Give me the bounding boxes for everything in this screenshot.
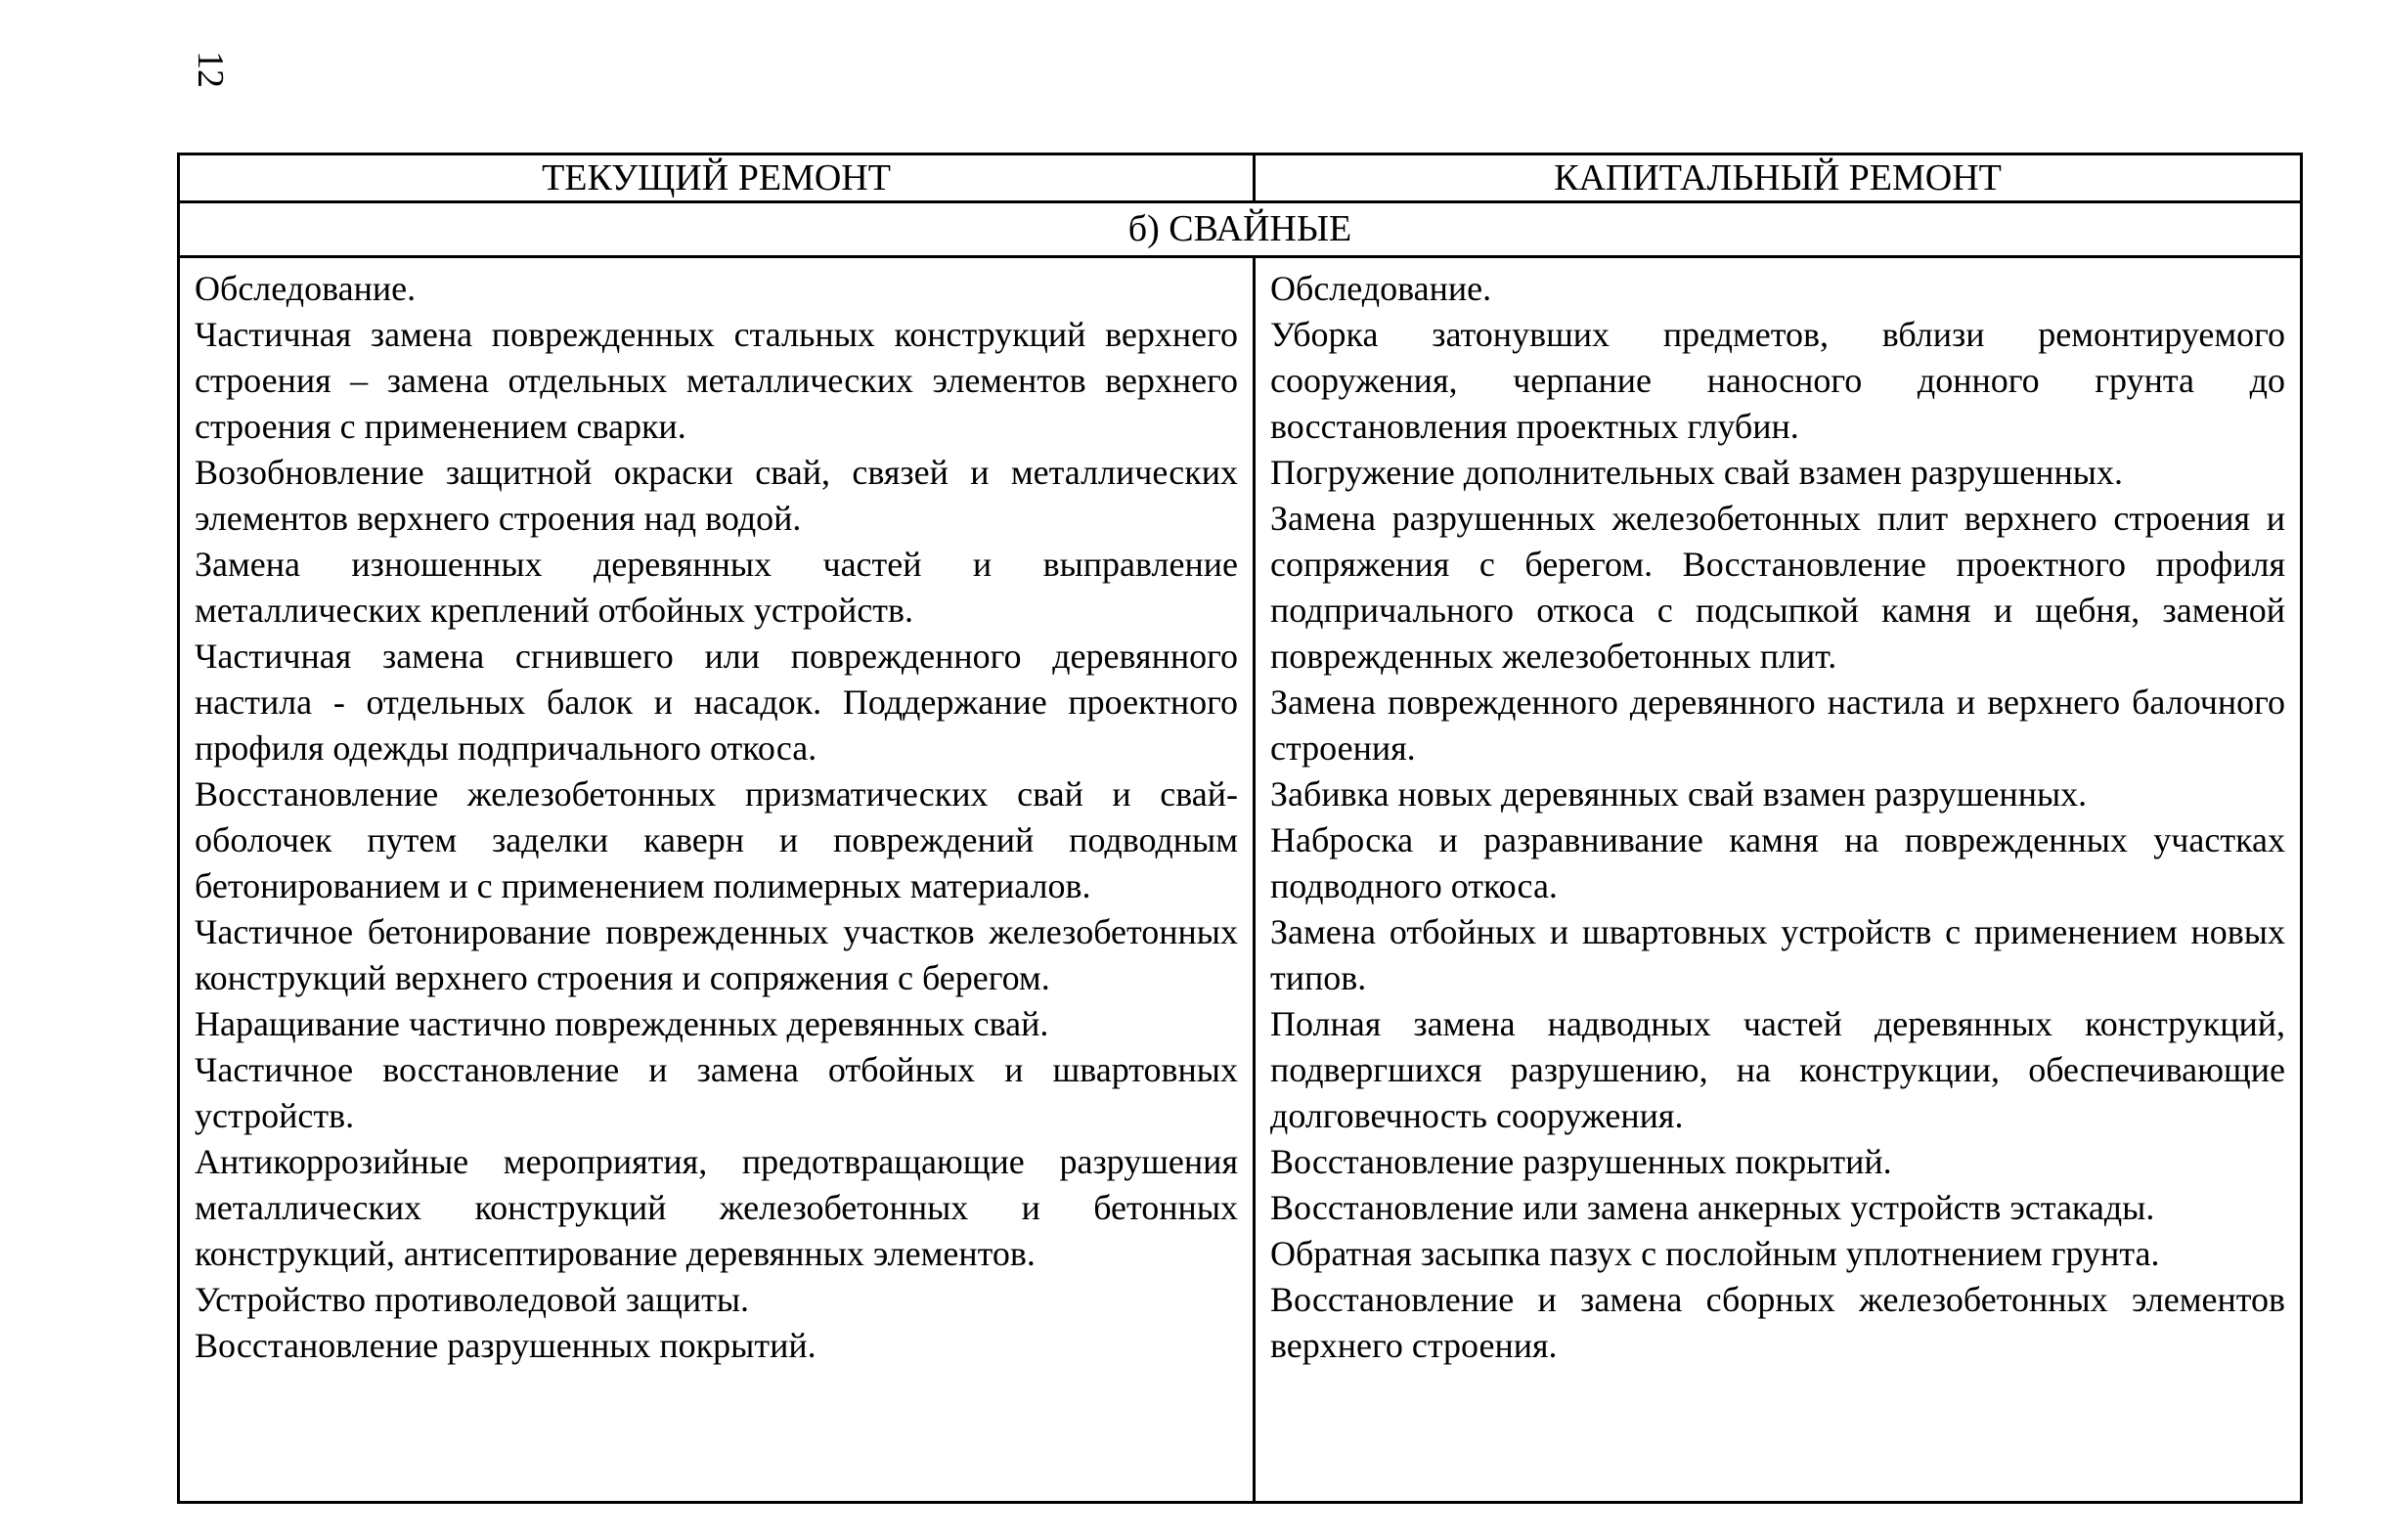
list-item: Антикоррозийные мероприятия, предотвращающие разрушения металлических конструкций железобетонных и бетонных конструкций, антисептирование деревянных элементов. xyxy=(195,1142,1238,1273)
list-item: Устройство противоледовой защиты. xyxy=(195,1280,750,1319)
list-item: Погружение дополнительных свай взамен разрушенных. xyxy=(1270,453,2123,492)
header-row xyxy=(179,154,2302,202)
current-repair-cell xyxy=(179,257,1255,1503)
list-item: Частичное восстановление и замена отбойных и швартовных устройств. xyxy=(195,1050,1238,1135)
list-item: Замена отбойных и швартовных устройств с применением новых типов. xyxy=(1270,912,2285,997)
list-item: Забивка новых деревянных свай взамен разрушенных. xyxy=(1270,774,2088,814)
list-item: Уборка затонувших предметов, вблизи ремонтируемого сооружения, черпание наносного донного грунта до восстановления проектных глубин. xyxy=(1270,315,2285,446)
list-item: Обратная засыпка пазух с послойным уплотнением грунта. xyxy=(1270,1234,2160,1273)
list-item: Замена разрушенных железобетонных плит верхнего строения и сопряжения с берегом. Восстановление проектного профиля подпричального откоса с подсыпкой камня и щебня, заменой поврежденных железобетонных плит. xyxy=(1270,499,2285,676)
repair-table xyxy=(177,153,2303,1504)
capital-repair-cell xyxy=(1255,257,2302,1503)
list-item: Наращивание частично поврежденных деревянных свай. xyxy=(195,1004,1049,1043)
page-number: 12 xyxy=(190,51,231,88)
list-item: Полная замена надводных частей деревянных конструкций, подвергшихся разрушению, на конструкции, обеспечивающие долговечность сооружения. xyxy=(1270,1004,2285,1135)
list-item: Наброска и разравнивание камня на поврежденных участках подводного откоса. xyxy=(1270,820,2285,905)
list-item: Замена поврежденного деревянного настила и верхнего балочного строения. xyxy=(1270,682,2285,768)
list-item: Частичное бетонирование поврежденных участков железобетонных конструкций верхнего строения и сопряжения с берегом. xyxy=(195,912,1238,997)
content-row xyxy=(179,257,2302,1503)
list-item: Восстановление разрушенных покрытий. xyxy=(195,1326,816,1365)
list-item: Возобновление защитной окраски свай, связей и металлических элементов верхнего строения над водой. xyxy=(195,453,1238,538)
header-capital-repair: КАПИТАЛЬНЫЙ РЕМОНТ xyxy=(1255,154,2302,202)
section-row xyxy=(179,202,2302,257)
list-item: Замена изношенных деревянных частей и выправление металлических креплений отбойных устройств. xyxy=(195,545,1238,630)
list-item: Восстановление и замена сборных железобетонных элементов верхнего строения. xyxy=(1270,1280,2285,1365)
list-item: Восстановление разрушенных покрытий. xyxy=(1270,1142,1892,1181)
list-item: Восстановление или замена анкерных устройств эстакады. xyxy=(1270,1188,2155,1227)
section-title: б) СВАЙНЫЕ xyxy=(179,202,2302,257)
header-current-repair: ТЕКУЩИЙ РЕМОНТ xyxy=(179,154,1255,202)
list-item: Частичная замена сгнившего или поврежденного деревянного настила - отдельных балок и насадок. Поддержание проектного профиля одежды подпричального откоса. xyxy=(195,637,1238,768)
list-item: Обследование. xyxy=(1270,269,1492,308)
list-item: Восстановление железобетонных призматических свай и свай-оболочек путем заделки каверн и повреждений подводным бетонированием и с применением полимерных материалов. xyxy=(195,774,1238,905)
list-item: Обследование. xyxy=(195,269,417,308)
list-item: Частичная замена поврежденных стальных конструкций верхнего строения – замена отдельных металлических элементов верхнего строения с применением сварки. xyxy=(195,315,1238,446)
